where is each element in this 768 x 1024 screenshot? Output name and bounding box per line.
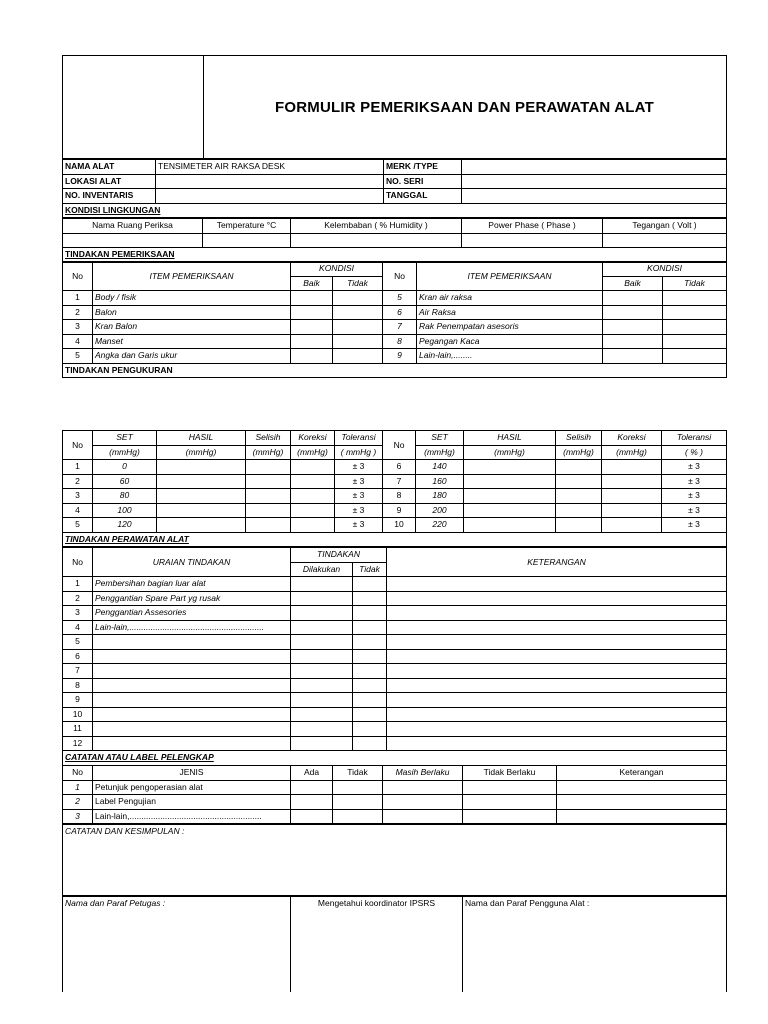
maint-uraian: Lain-lain,......................................................... <box>93 620 291 635</box>
insp-item-right: Rak Penempatan asesoris <box>417 320 603 335</box>
meas-selisih[interactable] <box>246 460 291 475</box>
insp-item-right: Kran air raksa <box>417 291 603 306</box>
pengukuran-title: TINDAKAN PENGUKURAN <box>63 363 727 378</box>
meas-selisih[interactable] <box>246 474 291 489</box>
insp-item-header-right: ITEM PEMERIKSAAN <box>417 262 603 291</box>
label-ada-check[interactable] <box>291 780 333 795</box>
meas-selisih-right[interactable] <box>556 460 602 475</box>
perawatan-title: TINDAKAN PERAWATAN ALAT <box>63 532 727 547</box>
meas-no: 4 <box>63 503 93 518</box>
kondisi-lingkungan-title: KONDISI LINGKUNGAN <box>63 203 727 218</box>
table-row <box>63 305 727 320</box>
maint-tidak-check[interactable] <box>353 620 387 635</box>
pengguna-label: Nama dan Paraf Pengguna Alat : <box>465 898 590 908</box>
maint-no: 10 <box>63 707 93 722</box>
maint-keterangan[interactable] <box>387 722 727 737</box>
meas-set-header: SET <box>93 431 157 446</box>
insp-kondisi-header-right: KONDISI <box>603 262 727 277</box>
table-row <box>63 722 727 737</box>
maint-uraian-header: URAIAN TINDAKAN <box>93 548 291 577</box>
maintenance-table <box>62 547 727 766</box>
insp-baik-check-right[interactable] <box>603 349 663 364</box>
maint-keterangan[interactable] <box>387 664 727 679</box>
meas-set: 80 <box>93 489 157 504</box>
table-row <box>63 591 727 606</box>
inventaris-label: NO. INVENTARIS <box>63 189 156 204</box>
insp-item: Balon <box>93 305 291 320</box>
env-temperature-value[interactable] <box>203 233 291 248</box>
env-header-tegangan: Tegangan ( Volt ) <box>603 219 727 234</box>
maint-keterangan-header: KETERANGAN <box>387 548 727 577</box>
pengguna-signature[interactable] <box>463 897 727 993</box>
lokasi-value[interactable] <box>156 174 384 189</box>
maint-tidak-check[interactable] <box>353 606 387 621</box>
maint-no: 11 <box>63 722 93 737</box>
table-row <box>63 809 727 824</box>
insp-no: 5 <box>63 349 93 364</box>
table-row <box>63 693 727 708</box>
insp-item: Manset <box>93 334 291 349</box>
env-ruang-value[interactable] <box>63 233 203 248</box>
meas-toleransi-right: ± 3 <box>662 460 727 475</box>
meas-selisih-right[interactable] <box>556 518 602 533</box>
maint-uraian <box>93 736 291 751</box>
maint-dilakukan-check[interactable] <box>291 693 353 708</box>
meas-no-right: 9 <box>383 503 416 518</box>
meas-set-right: 220 <box>416 518 464 533</box>
insp-item-header: ITEM PEMERIKSAAN <box>93 262 291 291</box>
label-masih-check[interactable] <box>383 795 463 810</box>
meas-set-right: 200 <box>416 503 464 518</box>
table-row <box>63 795 727 810</box>
insp-no-right: 9 <box>383 349 417 364</box>
table-row <box>63 474 727 489</box>
petugas-signature[interactable] <box>63 897 291 993</box>
meas-selisih[interactable] <box>246 489 291 504</box>
meas-koreksi-header-right: Koreksi <box>602 431 662 446</box>
table-row <box>63 678 727 693</box>
env-power-value[interactable] <box>462 233 603 248</box>
meas-hasil-right[interactable] <box>464 460 556 475</box>
meas-hasil-right[interactable] <box>464 474 556 489</box>
koordinator-signature[interactable] <box>291 897 463 993</box>
maint-tindakan-header: TINDAKAN <box>291 548 387 563</box>
maint-keterangan[interactable] <box>387 606 727 621</box>
maint-tidak-header: Tidak <box>353 562 387 577</box>
maint-keterangan[interactable] <box>387 649 727 664</box>
table-row <box>63 489 727 504</box>
meas-toleransi-right: ± 3 <box>662 489 727 504</box>
maint-uraian: Penggantian Spare Part yg rusak <box>93 591 291 606</box>
env-header-ruang: Nama Ruang Periksa <box>63 219 203 234</box>
meas-no: 1 <box>63 460 93 475</box>
meas-no-right: 10 <box>383 518 416 533</box>
meas-koreksi-right[interactable] <box>602 460 662 475</box>
meas-selisih-right[interactable] <box>556 489 602 504</box>
maint-tidak-check[interactable] <box>353 722 387 737</box>
meas-koreksi[interactable] <box>291 460 335 475</box>
meas-set-unit-right: (mmHg) <box>416 445 464 460</box>
insp-baik-check[interactable] <box>291 291 333 306</box>
meas-hasil-header: HASIL <box>157 431 246 446</box>
maint-tidak-check[interactable] <box>353 707 387 722</box>
insp-tidak-check-right[interactable] <box>663 291 727 306</box>
maint-keterangan[interactable] <box>387 577 727 592</box>
maint-uraian: Penggantian Assesories <box>93 606 291 621</box>
insp-item: Angka dan Garis ukur <box>93 349 291 364</box>
signature-table <box>62 896 727 992</box>
label-jenis: Label Pengujian <box>93 795 291 810</box>
meas-hasil-unit: (mmHg) <box>157 445 246 460</box>
label-tidak-berlaku-check[interactable] <box>463 809 557 824</box>
environment-table <box>62 218 727 263</box>
label-ada-check[interactable] <box>291 809 333 824</box>
meas-selisih-unit: (mmHg) <box>246 445 291 460</box>
maint-no: 6 <box>63 649 93 664</box>
table-row <box>63 649 727 664</box>
insp-no: 2 <box>63 305 93 320</box>
label-table <box>62 765 727 824</box>
maint-uraian <box>93 635 291 650</box>
meas-no: 2 <box>63 474 93 489</box>
table-row <box>63 334 727 349</box>
insp-no: 1 <box>63 291 93 306</box>
table-row <box>63 606 727 621</box>
label-tidak-check[interactable] <box>333 780 383 795</box>
meas-hasil-right[interactable] <box>464 489 556 504</box>
maint-tidak-check[interactable] <box>353 693 387 708</box>
meas-set: 60 <box>93 474 157 489</box>
maint-no: 2 <box>63 591 93 606</box>
env-tegangan-value[interactable] <box>603 233 727 248</box>
env-kelembaban-value[interactable] <box>291 233 462 248</box>
meas-toleransi: ± 3 <box>335 489 383 504</box>
maint-uraian <box>93 678 291 693</box>
meas-set-right: 180 <box>416 489 464 504</box>
merk-label: MERK /TYPE <box>384 160 462 175</box>
koordinator-label: Mengetahui koordinator IPSRS <box>317 898 436 908</box>
label-no: 1 <box>63 780 93 795</box>
maint-no: 1 <box>63 577 93 592</box>
meas-toleransi-unit: ( mmHg ) <box>335 445 383 460</box>
maint-uraian <box>93 707 291 722</box>
label-masih-check[interactable] <box>383 780 463 795</box>
meas-hasil-right[interactable] <box>464 503 556 518</box>
insp-tidak-check-right[interactable] <box>663 305 727 320</box>
inventaris-value[interactable] <box>156 189 384 204</box>
nama-alat-value[interactable]: TENSIMETER AIR RAKSA DESK <box>156 160 384 175</box>
meas-hasil[interactable] <box>157 503 246 518</box>
table-row <box>63 707 727 722</box>
insp-baik-check-right[interactable] <box>603 320 663 335</box>
insp-no-header-right: No <box>383 262 417 291</box>
table-row <box>63 291 727 306</box>
table-row <box>63 518 727 533</box>
maint-uraian <box>93 693 291 708</box>
meas-no: 5 <box>63 518 93 533</box>
meas-toleransi: ± 3 <box>335 518 383 533</box>
env-header-kelembaban: Kelembaban ( % Humidity ) <box>291 219 462 234</box>
insp-item-right: Air Raksa <box>417 305 603 320</box>
tanggal-label: TANGGAL <box>384 189 462 204</box>
inspection-table <box>62 261 727 378</box>
meas-set: 100 <box>93 503 157 518</box>
meas-koreksi-header: Koreksi <box>291 431 335 446</box>
meas-selisih-header: Selisih <box>246 431 291 446</box>
label-no: 3 <box>63 809 93 824</box>
meas-hasil-header-right: HASIL <box>464 431 556 446</box>
insp-no-right: 7 <box>383 320 417 335</box>
maint-keterangan[interactable] <box>387 591 727 606</box>
insp-tidak-header: Tidak <box>333 276 383 291</box>
maint-dilakukan-check[interactable] <box>291 649 353 664</box>
maint-no: 9 <box>63 693 93 708</box>
meas-hasil-unit-right: (mmHg) <box>464 445 556 460</box>
table-row <box>63 635 727 650</box>
maint-dilakukan-check[interactable] <box>291 635 353 650</box>
meas-no-header-right: No <box>383 431 416 460</box>
label-keterangan-header: Keterangan <box>557 766 727 781</box>
meas-hasil[interactable] <box>157 518 246 533</box>
meas-koreksi[interactable] <box>291 518 335 533</box>
meas-set-unit: (mmHg) <box>93 445 157 460</box>
maint-dilakukan-check[interactable] <box>291 620 353 635</box>
maint-dilakukan-check[interactable] <box>291 664 353 679</box>
insp-tidak-check-right[interactable] <box>663 334 727 349</box>
meas-toleransi-right: ± 3 <box>662 518 727 533</box>
label-keterangan[interactable] <box>557 809 727 824</box>
label-keterangan[interactable] <box>557 780 727 795</box>
meas-set-right: 140 <box>416 460 464 475</box>
insp-item: Kran Balon <box>93 320 291 335</box>
seri-label: NO. SERI <box>384 174 462 189</box>
meas-toleransi-header-right: Toleransi <box>662 431 727 446</box>
table-row <box>63 577 727 592</box>
insp-kondisi-header: KONDISI <box>291 262 383 277</box>
label-masih-berlaku-header: Masih Berlaku <box>383 766 463 781</box>
maint-dilakukan-check[interactable] <box>291 577 353 592</box>
meas-set-header-right: SET <box>416 431 464 446</box>
maint-no-header: No <box>63 548 93 577</box>
insp-tidak-check[interactable] <box>333 320 383 335</box>
maint-tidak-check[interactable] <box>353 591 387 606</box>
maint-no: 3 <box>63 606 93 621</box>
insp-tidak-check[interactable] <box>333 349 383 364</box>
meas-no-header: No <box>63 431 93 460</box>
catatan-field[interactable] <box>63 825 727 896</box>
insp-tidak-check-right[interactable] <box>663 320 727 335</box>
insp-no: 3 <box>63 320 93 335</box>
label-tidak-berlaku-check[interactable] <box>463 780 557 795</box>
meas-set: 0 <box>93 460 157 475</box>
table-row <box>63 620 727 635</box>
measurement-table <box>62 430 727 547</box>
meas-koreksi-right[interactable] <box>602 474 662 489</box>
meas-hasil[interactable] <box>157 474 246 489</box>
maint-uraian <box>93 722 291 737</box>
maint-tidak-check[interactable] <box>353 635 387 650</box>
meas-hasil[interactable] <box>157 460 246 475</box>
maint-dilakukan-header: Dilakukan <box>291 562 353 577</box>
insp-no: 4 <box>63 334 93 349</box>
meas-toleransi: ± 3 <box>335 474 383 489</box>
maint-dilakukan-check[interactable] <box>291 591 353 606</box>
label-masih-check[interactable] <box>383 809 463 824</box>
table-row <box>63 780 727 795</box>
maint-keterangan[interactable] <box>387 678 727 693</box>
maint-tidak-check[interactable] <box>353 649 387 664</box>
maint-tidak-check[interactable] <box>353 577 387 592</box>
nama-alat-label: NAMA ALAT <box>63 160 156 175</box>
meas-toleransi-header: Toleransi <box>335 431 383 446</box>
maint-dilakukan-check[interactable] <box>291 678 353 693</box>
insp-baik-check[interactable] <box>291 305 333 320</box>
meas-koreksi-unit: (mmHg) <box>291 445 335 460</box>
insp-tidak-check[interactable] <box>333 291 383 306</box>
insp-baik-header-right: Baik <box>603 276 663 291</box>
pemeriksaan-title: TINDAKAN PEMERIKSAAN <box>63 248 727 263</box>
equipment-info-table <box>62 159 727 218</box>
maint-uraian <box>93 649 291 664</box>
table-row <box>63 664 727 679</box>
maint-keterangan[interactable] <box>387 736 727 751</box>
insp-no-right: 6 <box>383 305 417 320</box>
meas-selisih[interactable] <box>246 518 291 533</box>
lokasi-label: LOKASI ALAT <box>63 174 156 189</box>
form-header <box>62 55 727 159</box>
label-tidak-header: Tidak <box>333 766 383 781</box>
meas-hasil[interactable] <box>157 489 246 504</box>
insp-item: Body / fisik <box>93 291 291 306</box>
insp-baik-check[interactable] <box>291 320 333 335</box>
table-row <box>63 736 727 751</box>
table-row <box>63 503 727 518</box>
meas-selisih-right[interactable] <box>556 474 602 489</box>
env-header-temperature: Temperature °C <box>203 219 291 234</box>
tanggal-value[interactable] <box>462 189 727 204</box>
petugas-label: Nama dan Paraf Petugas : <box>65 898 166 908</box>
insp-baik-check[interactable] <box>291 349 333 364</box>
catatan-label: CATATAN DAN KESIMPULAN : <box>65 826 185 836</box>
meas-hasil-right[interactable] <box>464 518 556 533</box>
insp-tidak-check[interactable] <box>333 334 383 349</box>
meas-koreksi[interactable] <box>291 489 335 504</box>
meas-set-right: 160 <box>416 474 464 489</box>
insp-item-right: Lain-lain,........ <box>417 349 603 364</box>
meas-no-right: 7 <box>383 474 416 489</box>
meas-selisih-unit-right: (mmHg) <box>556 445 602 460</box>
seri-value[interactable] <box>462 174 727 189</box>
maint-dilakukan-check[interactable] <box>291 606 353 621</box>
maint-uraian <box>93 664 291 679</box>
notes-table <box>62 824 727 896</box>
meas-koreksi-right[interactable] <box>602 489 662 504</box>
label-tidak-check[interactable] <box>333 795 383 810</box>
meas-no-right: 8 <box>383 489 416 504</box>
merk-value[interactable] <box>462 160 727 175</box>
maint-dilakukan-check[interactable] <box>291 707 353 722</box>
insp-tidak-check[interactable] <box>333 305 383 320</box>
env-header-power: Power Phase ( Phase ) <box>462 219 603 234</box>
label-no: 2 <box>63 795 93 810</box>
label-no-header: No <box>63 766 93 781</box>
label-jenis: Petunjuk pengoperasian alat <box>93 780 291 795</box>
label-keterangan[interactable] <box>557 795 727 810</box>
maint-tidak-check[interactable] <box>353 678 387 693</box>
meas-koreksi-right[interactable] <box>602 518 662 533</box>
maint-keterangan[interactable] <box>387 707 727 722</box>
label-jenis-header: JENIS <box>93 766 291 781</box>
label-tidak-berlaku-check[interactable] <box>463 795 557 810</box>
insp-baik-check[interactable] <box>291 334 333 349</box>
meas-toleransi-unit-right: ( % ) <box>662 445 727 460</box>
table-row <box>63 349 727 364</box>
logo-area <box>63 56 204 158</box>
maint-keterangan[interactable] <box>387 620 727 635</box>
maint-no: 8 <box>63 678 93 693</box>
meas-toleransi: ± 3 <box>335 503 383 518</box>
label-ada-check[interactable] <box>291 795 333 810</box>
maint-no: 5 <box>63 635 93 650</box>
table-row <box>63 320 727 335</box>
meas-toleransi: ± 3 <box>335 460 383 475</box>
insp-baik-check-right[interactable] <box>603 334 663 349</box>
insp-tidak-check-right[interactable] <box>663 349 727 364</box>
meas-no: 3 <box>63 489 93 504</box>
meas-selisih[interactable] <box>246 503 291 518</box>
label-tidak-check[interactable] <box>333 809 383 824</box>
insp-no-header: No <box>63 262 93 291</box>
meas-koreksi[interactable] <box>291 503 335 518</box>
insp-no-right: 8 <box>383 334 417 349</box>
table-row <box>63 460 727 475</box>
label-jenis: Lain-lain,........................................................ <box>93 809 291 824</box>
meas-koreksi-unit-right: (mmHg) <box>602 445 662 460</box>
meas-toleransi-right: ± 3 <box>662 503 727 518</box>
maint-keterangan[interactable] <box>387 635 727 650</box>
maint-keterangan[interactable] <box>387 693 727 708</box>
maint-no: 7 <box>63 664 93 679</box>
maint-no: 12 <box>63 736 93 751</box>
insp-item-right: Pegangan Kaca <box>417 334 603 349</box>
meas-koreksi[interactable] <box>291 474 335 489</box>
meas-selisih-header-right: Selisih <box>556 431 602 446</box>
maint-no: 4 <box>63 620 93 635</box>
form-title: FORMULIR PEMERIKSAAN DAN PERAWATAN ALAT <box>275 98 654 116</box>
label-title: CATATAN ATAU LABEL PELENGKAP <box>63 751 727 766</box>
meas-toleransi-right: ± 3 <box>662 474 727 489</box>
maintenance-form <box>62 55 727 945</box>
maint-tidak-check[interactable] <box>353 664 387 679</box>
maint-uraian: Pembersihan bagian luar alat <box>93 577 291 592</box>
maint-tidak-check[interactable] <box>353 736 387 751</box>
maint-dilakukan-check[interactable] <box>291 736 353 751</box>
label-tidak-berlaku-header: Tidak Berlaku <box>463 766 557 781</box>
insp-baik-check-right[interactable] <box>603 291 663 306</box>
meas-set: 120 <box>93 518 157 533</box>
meas-no-right: 6 <box>383 460 416 475</box>
insp-no-right: 5 <box>383 291 417 306</box>
meas-selisih-right[interactable] <box>556 503 602 518</box>
label-ada-header: Ada <box>291 766 333 781</box>
meas-koreksi-right[interactable] <box>602 503 662 518</box>
maint-dilakukan-check[interactable] <box>291 722 353 737</box>
insp-baik-check-right[interactable] <box>603 305 663 320</box>
insp-tidak-header-right: Tidak <box>663 276 727 291</box>
insp-baik-header: Baik <box>291 276 333 291</box>
